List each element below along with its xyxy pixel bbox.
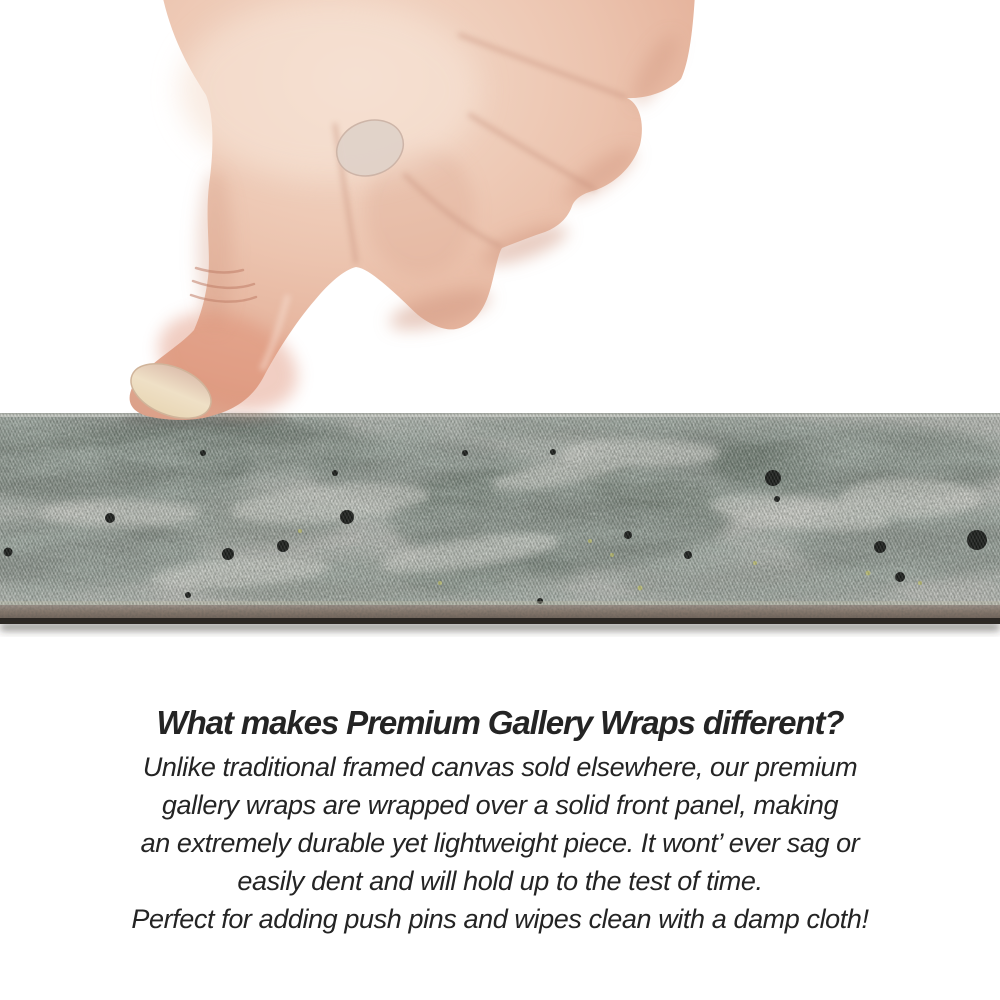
canvas-grain-light (0, 413, 1000, 605)
body-line: an extremely durable yet lightweight piece. It wont’ ever sag or (140, 828, 860, 858)
marketing-copy (0, 704, 1000, 938)
canvas-bevel-grain (0, 605, 1000, 619)
headline: What makes Premium Gallery Wraps different? (156, 704, 844, 741)
canvas-edge-strip (0, 413, 1000, 643)
hand-photo (0, 0, 1000, 440)
body-line: gallery wraps are wrapped over a solid front panel, making (161, 790, 839, 820)
canvas-edge-graphic (0, 413, 1000, 643)
canvas-dark-edge (0, 618, 1000, 624)
canvas-edge-fuzz (0, 624, 1000, 633)
hand-highlight (180, 0, 480, 180)
body-line: Perfect for adding push pins and wipes clean with a damp cloth! (131, 904, 869, 934)
body-line: Unlike traditional framed canvas sold elsewhere, our premium (142, 752, 858, 782)
body-line: easily dent and will hold up to the test of time. (237, 866, 763, 896)
